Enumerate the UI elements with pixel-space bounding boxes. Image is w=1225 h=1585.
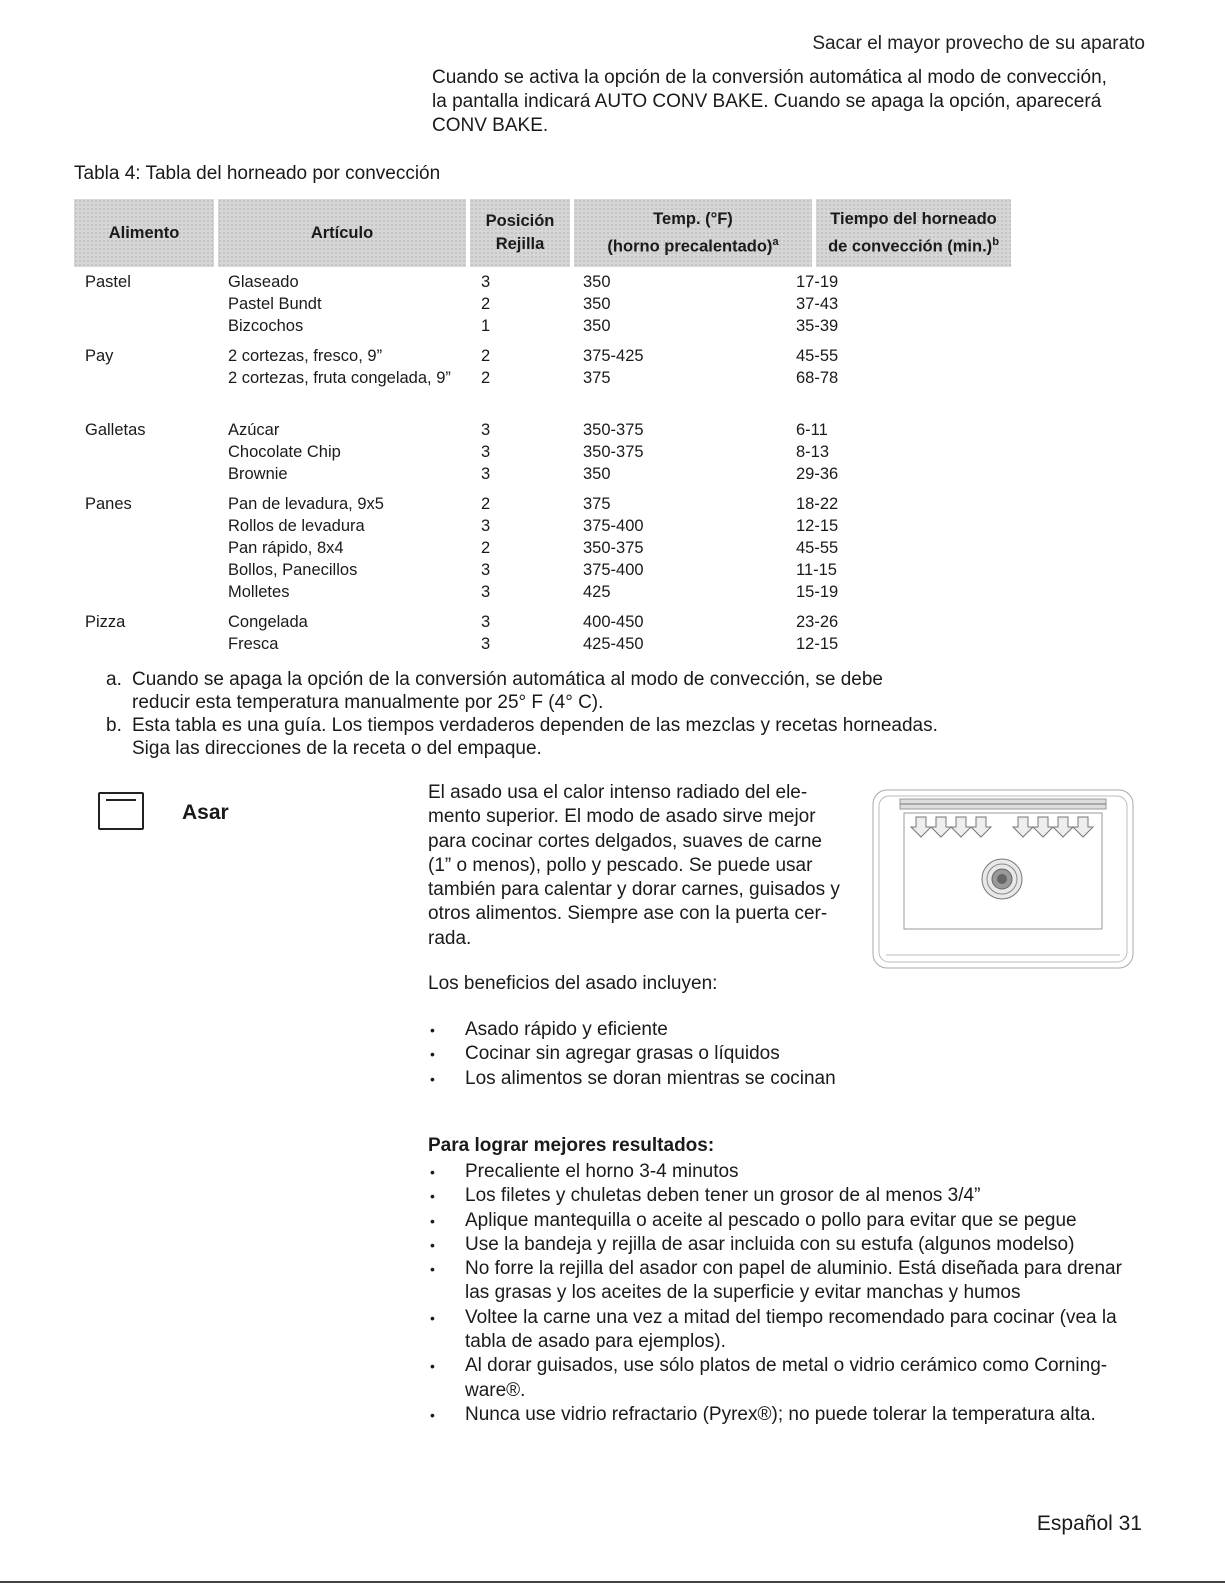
cell-time: 12-15 (796, 635, 839, 653)
header-time: Tiempo del horneado de convección $(\min.)^b$ (816, 199, 1011, 267)
cell-temp: 400-450 (583, 613, 644, 631)
tips-heading: Para lograr mejores resultados: (428, 1135, 715, 1156)
cell-temp: 350 (583, 273, 611, 291)
list-item: • Nunca use vidrio refractario (Pyrex®); no puede tolerar la temperatura alta. (428, 1403, 1148, 1427)
table-row (74, 345, 1011, 367)
cell-rack: 2 (481, 295, 491, 313)
footnote-marker: a (772, 235, 779, 248)
table-row (74, 633, 1011, 655)
cell-temp: 350 (583, 295, 611, 313)
benefits-intro: Los beneficios del asado incluyen: (428, 973, 718, 994)
cell-item: Glaseado (228, 273, 299, 291)
cell-food: Pizza (85, 613, 126, 631)
cell-item: Pan de levadura, 9x5 (228, 495, 384, 513)
cell-time: 68-78 (796, 369, 839, 387)
cell-time: 8-13 (796, 443, 830, 461)
section-title: Sacar el mayor provecho de su aparato (812, 33, 1145, 54)
list-item: • Precaliente el horno 3-4 minutos (428, 1160, 1148, 1184)
table-row (74, 559, 1011, 581)
bottom-rule (0, 1581, 1225, 1583)
cell-temp: 350-375 (583, 421, 644, 439)
cell-temp: 375-425 (583, 347, 644, 365)
cell-rack: 2 (481, 539, 491, 557)
cell-item: Congelada (228, 613, 308, 631)
list-item: • Use la bandeja y rejilla de asar incluida con su estufa (algunos modelso) (428, 1233, 1148, 1257)
cell-temp: 350 (583, 465, 611, 483)
cell-temp: 375-400 (583, 561, 644, 579)
table-row (74, 515, 1011, 537)
cell-item: Chocolate Chip (228, 443, 341, 461)
cell-rack: 2 (481, 495, 491, 513)
cell-item: Rollos de levadura (228, 517, 365, 535)
cell-item: Pan rápido, 8x4 (228, 539, 344, 557)
cell-time: 29-36 (796, 465, 839, 483)
cell-rack: 2 (481, 347, 491, 365)
list-item: • No forre la rejilla del asador con papel de aluminio. Está diseñada para drenar las grasas y los aceites de la superficie y evitar manchas y humos (428, 1257, 1148, 1306)
broil-description: El asado usa el calor intenso radiado del ele- mento superior. El modo de asado sirve mejor para cocinar cortes delgados, suaves de carne (1” o menos), pollo y pescado. Se puede usar también para calentar y dorar carnes, guisados y otros alimentos. Siempre ase con la puerta cer- rada. (428, 782, 840, 949)
cell-time: 11-15 (796, 561, 837, 579)
footnote-b: b. Esta tabla es una guía. Los tiempos verdaderos dependen de las mezclas y recetas horneadas. Siga las direcciones de la receta o del empaque. (106, 715, 938, 759)
cell-temp: 425-450 (583, 635, 644, 653)
cell-time: 18-22 (796, 495, 839, 513)
cell-rack: 3 (481, 583, 491, 601)
cell-time: 15-19 (796, 583, 839, 601)
cell-temp: 375 (583, 495, 611, 513)
cell-rack: 3 (481, 561, 491, 579)
table-row (74, 463, 1011, 485)
intro-line: la pantalla indicará AUTO CONV BAKE. Cuando se apaga la opción, aparecerá (432, 91, 1102, 112)
cell-rack: 3 (481, 465, 491, 483)
benefits-list (428, 1018, 1128, 1091)
table-body (74, 271, 1011, 663)
list-item: • Aplique mantequilla o aceite al pescado o pollo para evitar que se pegue (428, 1209, 1148, 1233)
list-item: • Asado rápido y eficiente (428, 1018, 1128, 1042)
cell-rack: 3 (481, 613, 491, 631)
cell-time: 12-15 (796, 517, 839, 535)
cell-rack: 3 (481, 273, 491, 291)
header-rack: Posición Rejilla (470, 199, 570, 267)
cell-item: 2 cortezas, fresco, 9” (228, 347, 383, 365)
page-number: Español 31 (1036, 1512, 1142, 1535)
cell-food: Galletas (85, 421, 146, 439)
footnote-marker: b (992, 235, 999, 248)
table-footnotes (106, 668, 986, 760)
table-row (74, 271, 1011, 293)
cell-time: 45-55 (796, 539, 839, 557)
cell-temp: 375 (583, 369, 611, 387)
cell-time: 17-19 (796, 273, 839, 291)
cell-rack: 3 (481, 517, 491, 535)
cell-rack: 3 (481, 421, 491, 439)
cell-temp: 350 (583, 317, 611, 335)
cell-item: Molletes (228, 583, 290, 601)
cell-time: 45-55 (796, 347, 839, 365)
header-food: Alimento (74, 199, 214, 267)
table-row (74, 315, 1011, 337)
cell-time: 6-11 (796, 421, 828, 439)
cell-item: Bizcochos (228, 317, 304, 335)
cell-item: Brownie (228, 465, 288, 483)
cell-food: Pay (85, 347, 114, 365)
list-item: • Voltee la carne una vez a mitad del tiempo recomendado para cocinar (vea la tabla de asado para ejemplos). (428, 1306, 1148, 1355)
table-header (74, 199, 1011, 267)
cell-rack: 3 (481, 635, 491, 653)
cell-item: Pastel Bundt (228, 295, 322, 313)
cell-rack: 1 (481, 317, 491, 335)
cell-time: 35-39 (796, 317, 839, 335)
table-row (74, 419, 1011, 441)
broil-mode-icon (98, 792, 144, 830)
list-item: • Cocinar sin agregar grasas o líquidos (428, 1042, 1128, 1066)
table-row (74, 581, 1011, 603)
table-group (74, 493, 1011, 603)
tips-list (428, 1160, 1148, 1427)
cell-time: 37-43 (796, 295, 839, 313)
cell-item: Bollos, Panecillos (228, 561, 358, 579)
table-group (74, 271, 1011, 337)
cell-temp: 375-400 (583, 517, 644, 535)
table-group (74, 611, 1011, 655)
intro-paragraph (432, 66, 1152, 138)
table-row (74, 611, 1011, 633)
cell-item: Azúcar (228, 421, 280, 439)
list-item: • Al dorar guisados, use sólo platos de metal o vidrio cerámico como Corning-ware®. (428, 1354, 1148, 1403)
table-caption: Tabla 4: Tabla del horneado por convección (74, 163, 441, 184)
table-group (74, 419, 1011, 485)
footnote-a: a. Cuando se apaga la opción de la conversión automática al modo de convección, se debe reducir esta temperatura manualmente por 25° F (4° C). (106, 669, 884, 713)
table-group (74, 345, 1011, 411)
table-row (74, 537, 1011, 559)
table-row (74, 493, 1011, 515)
list-item: • Los filetes y chuletas deben tener un grosor de al menos 3/4” (428, 1184, 1148, 1208)
header-item: Artículo (218, 199, 466, 267)
list-item: • Los alimentos se doran mientras se cocinan (428, 1067, 1128, 1091)
cell-time: 23-26 (796, 613, 839, 631)
broil-section-title: Asar (182, 801, 229, 824)
header-temperature: Temp. (°F) (horno precalentado)$^a$ (574, 199, 812, 267)
oven-broil-diagram (870, 787, 1136, 972)
cell-rack: 3 (481, 443, 491, 461)
cell-food: Pastel (85, 273, 131, 291)
intro-line: CONV BAKE. (432, 115, 549, 136)
table-row (74, 367, 1011, 411)
cell-food: Panes (85, 495, 132, 513)
cell-temp: 350-375 (583, 539, 644, 557)
intro-line: Cuando se activa la opción de la conversión automática al modo de convección, (432, 67, 1107, 88)
cell-rack: 2 (481, 369, 491, 387)
table-row (74, 293, 1011, 315)
cell-item: 2 cortezas, fruta congelada, 9” (228, 369, 451, 387)
cell-temp: 350-375 (583, 443, 644, 461)
cell-item: Fresca (228, 635, 279, 653)
cell-temp: 425 (583, 583, 611, 601)
table-row (74, 441, 1011, 463)
